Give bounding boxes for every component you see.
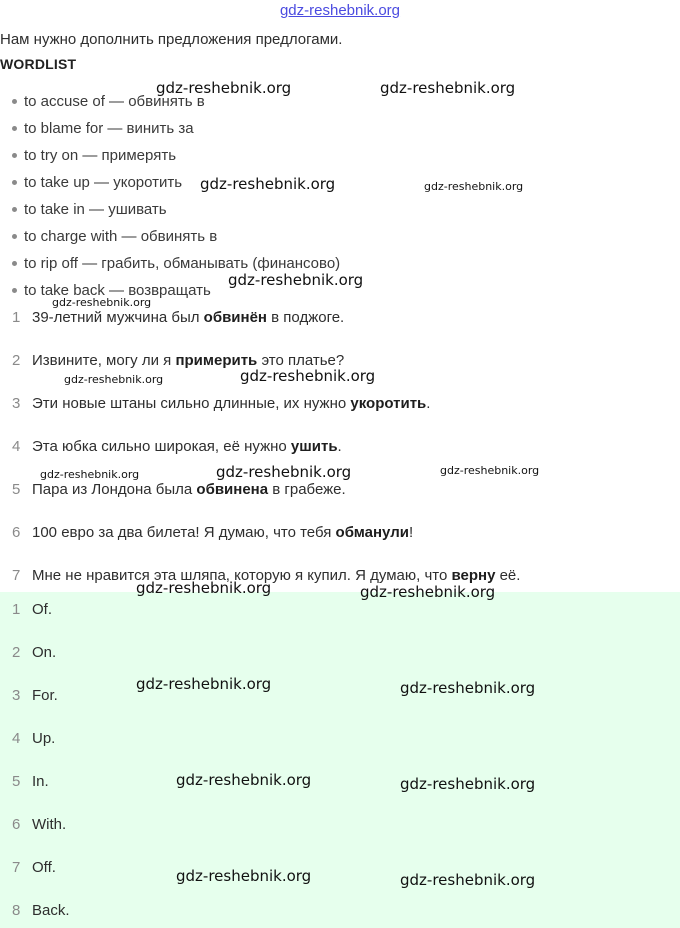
question-text: Эта юбка сильно широкая, её нужно ушить.: [32, 438, 342, 455]
watermark: gdz-reshebnik.org: [400, 871, 536, 889]
bullet-icon: [12, 261, 17, 266]
wordlist-item: to rip off — грабить, обманывать (финансово): [12, 255, 340, 272]
question-text: Эти новые штаны сильно длинные, их нужно укоротить.: [32, 395, 431, 412]
watermark: gdz-reshebnik.org: [40, 468, 140, 481]
bullet-icon: [12, 180, 17, 185]
answer-number: 5: [12, 773, 21, 790]
wordlist-item: to blame for — винить за: [12, 120, 194, 137]
answer-row: [12, 859, 56, 876]
question-number: 1: [12, 309, 21, 326]
answer-text: Back.: [32, 902, 70, 919]
answer-text: With.: [32, 816, 67, 833]
question-text: Извините, могу ли я примерить это платье?: [32, 352, 345, 369]
question-text: 100 евро за два билета! Я думаю, что тебя обманули!: [32, 524, 414, 541]
answer-number: 2: [12, 644, 21, 661]
answer-number: 8: [12, 902, 21, 919]
watermark: gdz-reshebnik.org: [136, 579, 272, 597]
question-row: [12, 481, 346, 498]
answer-text: Of.: [32, 601, 53, 618]
watermark: gdz-reshebnik.org: [400, 679, 536, 697]
wordlist-item: to take up — укоротить: [12, 174, 182, 191]
site-header-link[interactable]: gdz-reshebnik.org: [279, 2, 401, 19]
watermark: gdz-reshebnik.org: [176, 867, 312, 885]
answer-text: For.: [32, 687, 58, 704]
watermark: gdz-reshebnik.org: [424, 180, 524, 193]
answer-text: On.: [32, 644, 57, 661]
bullet-icon: [12, 126, 17, 131]
answer-number: 6: [12, 816, 21, 833]
answer-number: 1: [12, 601, 21, 618]
watermark: gdz-reshebnik.org: [52, 296, 152, 309]
question-text: Мне не нравится эта шляпа, которую я купил. Я думаю, что верну её.: [32, 567, 521, 584]
watermark: gdz-reshebnik.org: [400, 775, 536, 793]
bullet-icon: [12, 234, 17, 239]
wordlist-item: to accuse of — обвинять в: [12, 93, 205, 110]
watermark: gdz-reshebnik.org: [136, 675, 272, 693]
watermark: gdz-reshebnik.org: [176, 771, 312, 789]
watermark: gdz-reshebnik.org: [156, 79, 292, 97]
watermark: gdz-reshebnik.org: [64, 373, 164, 386]
bullet-icon: [12, 288, 17, 293]
answer-text: In.: [32, 773, 49, 790]
wordlist-item: to take back — возвращать: [12, 282, 211, 299]
watermark: gdz-reshebnik.org: [440, 464, 540, 477]
question-number: 4: [12, 438, 21, 455]
wordlist-item: to try on — примерять: [12, 147, 176, 164]
answer-row: [12, 601, 52, 618]
question-row: [12, 438, 342, 455]
answer-text: Off.: [32, 859, 56, 876]
answer-row: [12, 730, 55, 747]
intro-text: Нам нужно дополнить предложения предлогами.: [0, 31, 343, 48]
watermark: gdz-reshebnik.org: [216, 463, 352, 481]
answer-number: 4: [12, 730, 21, 747]
question-text: 39-летний мужчина был обвинён в поджоге.: [32, 309, 345, 326]
wordlist-item: to take in — ушивать: [12, 201, 167, 218]
watermark: gdz-reshebnik.org: [360, 583, 496, 601]
wordlist-title: WORDLIST: [0, 56, 77, 72]
watermark: gdz-reshebnik.org: [200, 175, 336, 193]
answer-row: [12, 644, 56, 661]
bullet-icon: [12, 207, 17, 212]
wordlist-item: to charge with — обвинять в: [12, 228, 217, 245]
watermark: gdz-reshebnik.org: [240, 367, 376, 385]
answer-row: [12, 773, 49, 790]
answer-row: [12, 687, 58, 704]
question-row: [12, 524, 413, 541]
question-number: 5: [12, 481, 21, 498]
question-number: 7: [12, 567, 21, 584]
watermark: gdz-reshebnik.org: [228, 271, 364, 289]
answer-number: 7: [12, 859, 21, 876]
answer-text: Up.: [32, 730, 56, 747]
bullet-icon: [12, 153, 17, 158]
question-row: [12, 309, 344, 326]
question-row: [12, 395, 430, 412]
question-text: Пара из Лондона была обвинена в грабеже.: [32, 481, 346, 498]
answer-number: 3: [12, 687, 21, 704]
question-number: 3: [12, 395, 21, 412]
answer-row: [12, 816, 66, 833]
bullet-icon: [12, 99, 17, 104]
answer-row: [12, 902, 70, 919]
question-number: 6: [12, 524, 21, 541]
answers-panel: [0, 592, 680, 928]
watermark: gdz-reshebnik.org: [380, 79, 516, 97]
question-number: 2: [12, 352, 21, 369]
